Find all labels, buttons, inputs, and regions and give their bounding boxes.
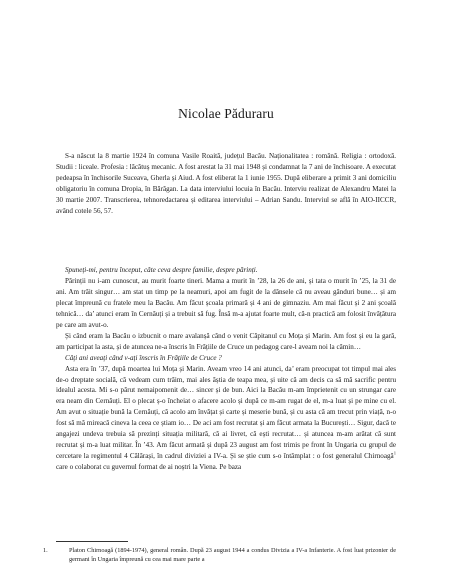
page-title: Nicolae Păduraru xyxy=(178,106,274,121)
interview-answer: Părinții nu i-am cunoscut, au murit foarte tineri. Mama a murit în ’28, la 26 de ani, și tata o murit în ’25, la 31 de ani. Am trăit singur… am stat un timp pe la neamuri, apoi am fugit de la dânsele că nu aveau gânduri bune… și am plecat împreună cu fratele meu la Bacău. Am făcut școala primară și 4 ani de gimnaziu. Am mai făcut și 2 ani școală tehnică… da’ atunci eram în Cernăuți și a trebuit să fug. Însă m-a ajutat foarte mult, că-n practică am folosit învățătura pe care am avut-o. xyxy=(56,276,396,329)
interview-answer xyxy=(56,364,396,474)
answer-text: Asta era în ’37, după moartea lui Moța și Marin. Aveam vreo 14 ani atunci, da’ eram preocupat tot timpul mai ales de-o dreptate socială, că vedeam cum trăim, mai ales ăștia de teapa mea, și uite că am decis ca să mă sacrific pentru idealul acesta. Mi s-o părut nemaipomenit de… sincer și de bun. Aici la Bacău m-am împrietenit cu un strungar care era neam din Cernăuți. El o plecat ș-o încheiat o afacere acolo și după ce m-am rugat de el, m-a luat și pe mine cu el. Am avut o situație bună la Cernăuți, că acolo am învățat și carte și meserie bună, și cu asta că am trecut prin viață, n-o fost să mă mireacă cineva la ceea ce știam io… De aci am fost recrutat și am făcut armata la București… Sigur, dacă te angajezi undeva trebuia să prezinți situația militară, că ai livret, că ești recrutat… și atuncea m-am arătat că sunt recrutat și m-a luat militar. În ’43. Am făcut armată și după 23 august am fost trimis pe front în Ungaria cu grupul de cercetare la regimentul 4 Călărași, în cadrul diviziei a IV-a. Și se știe cum s-o întâmplat : o fost generalul Chirnoagă xyxy=(56,364,396,461)
intro-paragraph: S-a născut la 8 martie 1924 în comuna Vasile Roaită, județul Bacău. Naționalitatea : română. Religia : ortodoxă. Studii : liceale. Profesia : lăcătuș mecanic. A fost arestat la 31 mai 1948 și condamnat la 7 ani de închisoare. A executat pedeapsa în închisorile Suceava, Gherla și Aiud. A fost eliberat la 1 iunie 1955. După eliberare a primit 3 ani domiciliu obligatoriu în comuna Dropia, în Bărăgan. La data interviului locuia în Bacău. Interviu realizat de Alexandru Matei la 30 martie 2007. Transcrierea, tehnoredactarea și editarea interviului – Adrian Sandu. Interviul se află în AIO-IICCR, având cotele 56, 57. xyxy=(56,152,396,215)
document-page xyxy=(43,0,396,584)
interview-body xyxy=(56,265,396,473)
footnote-reference[interactable]: 1 xyxy=(393,450,396,456)
biographical-intro xyxy=(56,151,396,216)
footnote-number: 1. xyxy=(43,547,48,554)
interview-question: Câți ani aveați când v-ați înscris în Frățiile de Cruce ? xyxy=(65,353,222,362)
footnote-entry xyxy=(43,546,396,564)
footnote-text: Platon Chirnoagă (1894-1974), general român. După 23 august 1944 a condus Divizia a IV-a Infanterie. A fost luat prizonier de germani în Ungaria împreună cu cea mai mare parte a xyxy=(69,547,396,564)
footnote xyxy=(43,546,396,564)
footnote-divider xyxy=(56,541,128,542)
interview-answer: Și când eram la Bacău o izbucnit o mare avalanșă când o venit Căpitanul cu Moța și Marin. Am fost și eu la gară, am participat la asta, și de atuncea ne-a înscris în Frățiile de Cruce un pedagog care-l aveam noi la cămin… xyxy=(56,331,396,351)
answer-text: care o colaborat cu guvernul format de ai noștri la Viena. Pe baza xyxy=(56,463,242,472)
interview-question: Spuneți-mi, pentru început, câte ceva despre familie, despre părinți. xyxy=(65,266,258,274)
